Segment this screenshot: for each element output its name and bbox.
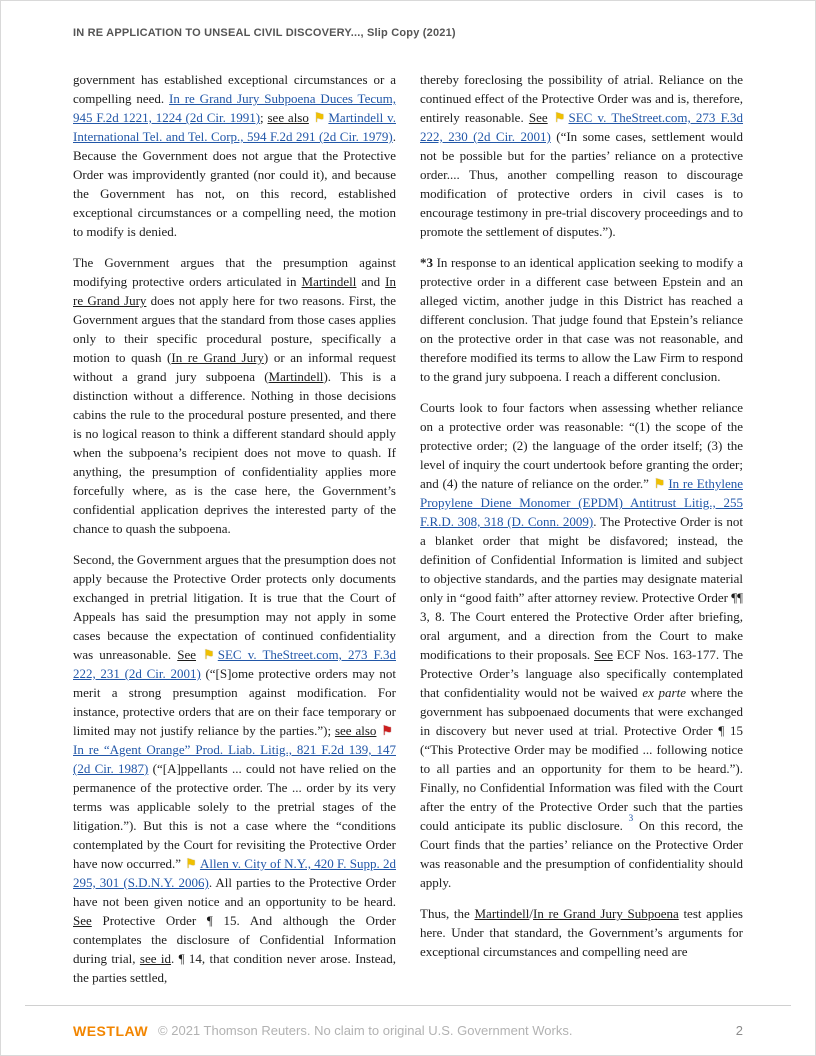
text-run: ). This is a distinction without a difference. Nothing in those decisions cabins the rule to the procedural posture presented, and there is no logical reason to think a different standard should apply when the subpoena’s recipient does not move to quash. If anything, the presumption of confidentiality applies more forcefully where, as is the case here, the Government’s confidential application deprives the interested party of the chance to quash the subpoena.: [73, 369, 396, 536]
text-run: (“[A]ppellants ... could not have relied on the permanence of the protective order. The ... order by its very terms was applicable solely to the pretrial stages of the litigation.”). But this is not a case where the “conditions contemplated by the Court for revisiting the Protective Order have now occurred.”: [73, 761, 396, 871]
underlined-case-reference: Martindell: [301, 274, 357, 289]
text-run: where the government has subpoenaed documents that were exchanged in discovery but never used at trial. Protective Order ¶ 15 (“This Protective Order may be modified ... following notice to all parties and an opportunity for them to be heard.”). Finally, no Confidential Information was filed with the Court after the entry of the Protective Order such that the parties could anticipate its public disclosure.: [420, 685, 744, 833]
document-title: IN RE APPLICATION TO UNSEAL CIVIL DISCOVERY..., Slip Copy (2021): [73, 27, 456, 39]
text-run: Courts look to four factors when assessing whether reliance on a protective order was reasonable: “(1) the scope of the protective order; (2) the language of the order itself; (3) the level of inquiry the court undertook before granting the order; and (4) the nature of reliance on the order.”: [420, 400, 743, 491]
text-run: . All parties to the Protective Order have not been given notice and an opportunity to be heard.: [73, 875, 396, 909]
left-column: [73, 70, 396, 999]
underlined-case-reference: In re Grand Jury: [171, 350, 264, 365]
case-citation-link[interactable]: In re Grand Jury Subpoena Duces Tecum, 945 F.2d 1221, 1224 (2d Cir. 1991): [73, 91, 396, 125]
text-run: The Government argues that the presumption against modifying protective orders articulated in: [73, 255, 396, 289]
copyright-text: © 2021 Thomson Reuters. No claim to original U.S. Government Works.: [158, 1023, 573, 1038]
document-footer: [25, 1005, 791, 1055]
page-number: 2: [735, 1023, 743, 1038]
text-run: [309, 110, 313, 125]
case-citation-link[interactable]: SEC v. TheStreet.com, 273 F.3d 222, 231 (2d Cir. 2001): [73, 647, 396, 681]
text-run: test applies here. Under that standard, the Government’s arguments for exceptional circumstances and compelling need are: [420, 906, 743, 959]
paragraph: thereby foreclosing the possibility of atrial. Reliance on the continued effect of the Protective Order was and is, therefore, entirely reasonable. See ⚑ SEC v. TheStreet.com, 273 F.3d 222, 230 (2d Cir. 2001) (“In some cases, settlement would not be possible but for the parties’ reliance on a protective order.... Thus, another compelling reason to discourage modification of protective orders in civil cases is to encourage testimony in pre-trial discovery proceedings and to promote the settlement of disputes.”).: [420, 72, 744, 239]
paragraph: Second, the Government argues that the presumption does not apply because the Protective Order protects only documents exchanged in pretrial litigation. It is true that the Court of Appeals has said the presumption may not apply in some cases because the expectation of continued confidentiality was unreasonable. See ⚑ SEC v. TheStreet.com, 273 F.3d 222, 231 (2d Cir. 2001) (“[S]ome protective orders may not merit a strong presumption against modification. For instance, protective orders that are on their face temporary or limited may not justify reliance by the parties.”); see also ⚑In re “Agent Orange” Prod. Liab. Litig., 821 F.2d 139, 147 (2d Cir. 1987) (“[A]ppellants ... could not have relied on the permanence of the protective order. The ... order by its very terms was applicable solely to the pretrial stages of the litigation.”). But this is not a case where the “conditions contemplated by the Court for revisiting the Protective Order have now occurred.” ⚑ Allen v. City of N.Y., 420 F. Supp. 2d 295, 301 (S.D.N.Y. 2006). All parties to the Protective Order have not been given notice and an opportunity to be heard. See Protective Order ¶ 15. And although the Order contemplates the disclosure of Confidential Information during trial, see id. ¶ 14, that condition never arose. Instead, the parties settled,: [73, 552, 397, 985]
underlined-case-reference: See: [177, 647, 197, 662]
text-run: [376, 723, 380, 738]
underlined-case-reference: see id: [139, 951, 171, 966]
text-run: government has established exceptional circumstances or a compelling need.: [73, 72, 396, 106]
text-run: (“In some cases, settlement would not be possible but for the parties’ reliance on a protective order.... Thus, another compelling reason to discourage modification of protective orders in civil cases is to encourage testimony in pre-trial discovery proceedings and to promote the settlement of disputes.”).: [420, 129, 743, 239]
case-citation-link[interactable]: In re Ethylene Propylene Diene Monomer (EPDM) Antitrust Litig., 255 F.R.D. 308, 318 (D. Conn. 2009): [420, 476, 743, 529]
star-page-marker: *3: [420, 255, 433, 270]
westlaw-logo: WESTLAW: [73, 1022, 149, 1039]
document-header: [1, 1, 815, 39]
text-run: [196, 647, 202, 662]
text-run: . Because the Government does not argue that the Protective Order was improvidently granted (nor could it), and because the Government has not, on this record, established exceptional circumstances or a compelling need, the motion to modify is denied.: [73, 129, 396, 239]
underlined-case-reference: In re Grand Jury: [73, 274, 396, 308]
document-body: [1, 39, 815, 999]
text-run: /: [529, 906, 533, 921]
paragraph: [420, 253, 743, 386]
text-run: In response to an identical application seeking to modify a protective order in a different case between Epstein and an alleged victim, another judge in this District has reached a different conclusion. That judge found that Epstein’s reliance on the protective order in that case was not reasonable, and therefore modified its terms to allow the Law Firm to respond to the grand jury subpoena. I reach a different conclusion.: [420, 255, 743, 384]
case-citation-link[interactable]: Allen v. City of N.Y., 420 F. Supp. 2d 295, 301 (S.D.N.Y. 2006): [73, 856, 397, 890]
text-run: Second, the Government argues that the presumption does not apply because the Protective Order protects only documents exchanged in pretrial litigation. It is true that the Court of Appeals has said the presumption may not apply in some cases because the expectation of continued confidentiality was unreasonable.: [73, 552, 396, 662]
underlined-case-reference: Martindell: [268, 369, 324, 384]
case-citation-link[interactable]: SEC v. TheStreet.com, 273 F.3d 222, 230 (2d Cir. 2001): [420, 110, 744, 144]
underlined-case-reference: See: [594, 647, 613, 662]
underlined-case-reference: see also: [267, 110, 309, 125]
text-run: Protective Order ¶ 15. And although the Order contemplates the disclosure of Confidential Information during trial,: [73, 913, 396, 966]
text-run: . ¶ 14, that condition never arose. Instead, the parties settled,: [73, 951, 396, 985]
paragraph: [420, 904, 743, 961]
text-run: On this record, the Court finds that the parties’ reliance on the Protective Order was reasonable and the presumption of confidentiality should apply.: [420, 818, 743, 890]
case-citation-link[interactable]: Martindell v. International Tel. and Tel. Corp., 594 F.2d 291 (2d Cir. 1979): [73, 110, 396, 144]
underlined-case-reference: See: [528, 110, 548, 125]
paragraph: government has established exceptional circumstances or a compelling need. In re Grand Jury Subpoena Duces Tecum, 945 F.2d 1221, 1224 (2d Cir. 1991); see also ⚑ Martindell v. International Tel. and Tel. Corp., 594 F.2d 291 (2d Cir. 1979). Because the Government does not argue that the Protective Order was improvidently granted (nor could it), and because the Government has not, on this record, established exceptional circumstances or a compelling need, the motion to modify is denied.: [73, 72, 396, 239]
paragraph: Courts look to four factors when assessing whether reliance on a protective order was reasonable: “(1) the scope of the protective order; (2) the language of the order itself; (3) the level of inquiry the court undertook before granting the order; and (4) the nature of reliance on the order.” ⚑ In re Ethylene Propylene Diene Monomer (EPDM) Antitrust Litig., 255 F.R.D. 308, 318 (D. Conn. 2009). The Protective Order is not a blanket order that might be disfavored; instead, the definition of Confidential Information is limited and subject to objective standards, and the parties may designate material only in “good faith” after attorney review. Protective Order ¶¶ 3, 8. The Court entered the Protective Order after briefing, oral argument, and a direction from the Court to make modifications to their proposals. See ECF Nos. 163-177. The Protective Order’s language also specifically contemplated that confidentiality would not be waived ex parte where the government has subpoenaed documents that were exchanged in discovery but never used at trial. Protective Order ¶ 15 (“This Protective Order may be modified ... following notice to all parties and an opportunity for them to be heard.”). Finally, no Confidential Information was filed with the Court after the entry of the Protective Order such that the parties could anticipate its public disclosure. $^3$ On this record, the Court finds that the parties’ reliance on the Protective Order was reasonable and the presumption of confidentiality should apply.: [420, 400, 744, 890]
paragraph: [73, 253, 396, 538]
text-run: . The Protective Order is not a blanket order that might be disfavored; instead, the definition of Confidential Information is limited and subject to objective standards, and the parties may designate material only in “good faith” after attorney review. Protective Order ¶¶ 3, 8. The Court entered the Protective Order after briefing, oral argument, and a direction from the Court to make modifications to their proposals.: [420, 514, 743, 662]
text-run: ) or an informal request without a grand jury subpoena (: [73, 350, 396, 384]
underlined-case-reference: In re Grand Jury Subpoena: [533, 906, 679, 921]
underlined-case-reference: Martindell: [474, 906, 530, 921]
footnote-ref-link[interactable]: 3: [628, 813, 634, 824]
text-run: ECF Nos. 163-177. The Protective Order’s language also specifically contemplated that confidentiality would not be waived: [420, 647, 743, 700]
case-citation-link[interactable]: In re “Agent Orange” Prod. Liab. Litig., 821 F.2d 139, 147 (2d Cir. 1987): [73, 742, 396, 776]
italic-text: ex parte: [642, 685, 686, 700]
text-run: [548, 110, 553, 125]
text-run: does not apply here for two reasons. First, the Government argues that the standard from those cases applies only to their specific procedural posture, specifically a motion to quash (: [73, 293, 396, 365]
underlined-case-reference: see also: [334, 723, 377, 738]
text-run: Thus, the: [420, 906, 475, 921]
text-run: (“[S]ome protective orders may not merit a strong presumption against modification. For instance, protective orders that are on their face temporary or limited may not justify reliance by the parties.”);: [73, 666, 397, 738]
text-run: and: [356, 274, 386, 289]
underlined-case-reference: See: [73, 913, 92, 928]
text-run: ;: [260, 110, 268, 125]
right-column: [420, 70, 743, 999]
text-run: thereby foreclosing the possibility of atrial. Reliance on the continued effect of the Protective Order was and is, therefore, entirely reasonable.: [420, 72, 743, 125]
